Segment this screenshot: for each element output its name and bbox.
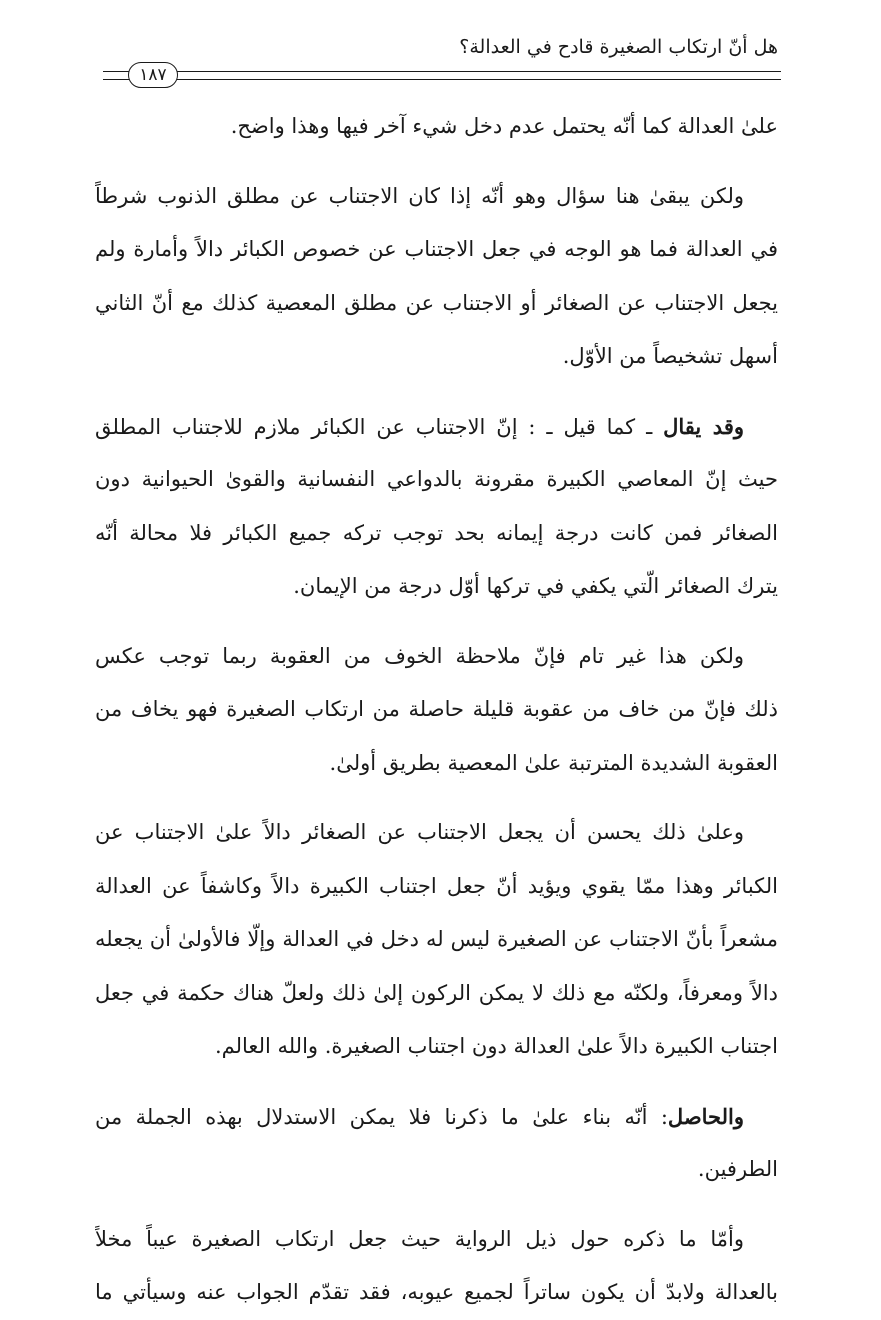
- body-text: [95, 100, 778, 1320]
- header-rule-bottom: [103, 79, 781, 80]
- lead-term: وقد يقال: [663, 413, 745, 439]
- text-line: يجعل الاجتناب عن الصغائر أو الاجتناب عن مطلق المعصية كذلك مع أنّ الثاني: [95, 290, 778, 315]
- text-line: ولكن هذا غير تام فإنّ ملاحظة الخوف من العقوبة ربما توجب عكس: [95, 643, 744, 668]
- text-line: دالاً ومعرفاً، ولكنّه مع ذلك لا يمكن الركون إلىٰ ذلك ولعلّ هناك حكمة في جعل: [95, 980, 778, 1005]
- paragraph: [95, 630, 778, 791]
- text-line: الكبائر وهذا ممّا يقوي ويؤيد أنّ جعل اجتناب الكبيرة دالاً وكاشفاً عن العدالة: [95, 873, 778, 898]
- header-title: هل أنّ ارتكاب الصغيرة قادح في العدالة؟: [459, 36, 778, 58]
- lead-term: والحاصل: [667, 1103, 744, 1129]
- paragraph: [95, 100, 778, 154]
- paragraph: [95, 400, 778, 614]
- text-line: بالعدالة ولابدّ أن يكون ساتراً لجميع عيوبه، فقد تقدّم الجواب عنه وسيأتي ما: [95, 1280, 778, 1304]
- text-line: في العدالة فما هو الوجه في جعل الاجتناب عن خصوص الكبائر دالاً وأمارة ولم: [95, 237, 778, 261]
- text-line: العقوبة الشديدة المترتبة علىٰ المعصية بطريق أولىٰ.: [329, 750, 778, 775]
- text-line: يترك الصغائر الّتي يكفي في تركها أوّل درجة من الإيمان.: [293, 574, 778, 598]
- text-line: ولكن يبقىٰ هنا سؤال وهو أنّه إذا كان الاجتناب عن مطلق الذنوب شرطاً: [95, 183, 744, 208]
- text-line: وأمّا ما ذكره حول ذيل الرواية حيث جعل ارتكاب الصغيرة عيباً مخلاً: [95, 1226, 744, 1251]
- page-number: ١٨٧: [128, 62, 178, 88]
- text-line: والحاصل: أنّه بناء علىٰ ما ذكرنا فلا يمكن الاستدلال بهذه الجملة من: [95, 1103, 744, 1129]
- text-line: وقد يقال ـ كما قيل ـ : إنّ الاجتناب عن الكبائر ملازم للاجتناب المطلق: [95, 413, 745, 439]
- paragraph: [95, 170, 778, 384]
- text-line: أسهل تشخيصاً من الأوّل.: [562, 344, 778, 368]
- text-line: وعلىٰ ذلك يحسن أن يجعل الاجتناب عن الصغائر دالاً علىٰ الاجتناب عن: [95, 820, 744, 844]
- text-line: اجتناب الكبيرة دالاً علىٰ العدالة دون اجتناب الصغيرة. والله العالم.: [214, 1034, 778, 1058]
- text-line: حيث إنّ المعاصي الكبيرة مقرونة بالدواعي النفسانية والقوىٰ الحيوانية دون: [95, 467, 778, 491]
- header-rule-top: [103, 71, 781, 72]
- text-line: الطرفين.: [697, 1157, 778, 1181]
- text-line: مشعراً بأنّ الاجتناب عن الصغيرة ليس له دخل في العدالة وإلّا فالأولىٰ أن يجعله: [95, 927, 778, 951]
- text-line: ذلك فإنّ من خاف من عقوبة قليلة حاصلة من ارتكاب الصغيرة فهو يخاف من: [95, 697, 778, 721]
- paragraph: [95, 1213, 778, 1320]
- text-line: الصغائر فمن كانت درجة إيمانه بحد توجب تركه جميع الكبائر فلا محالة أنّه: [95, 520, 778, 545]
- paragraph: [95, 1090, 778, 1197]
- text-line: علىٰ العدالة كما أنّه يحتمل عدم دخل شيء آخر فيها وهذا واضح.: [230, 114, 778, 138]
- paragraph: [95, 806, 778, 1074]
